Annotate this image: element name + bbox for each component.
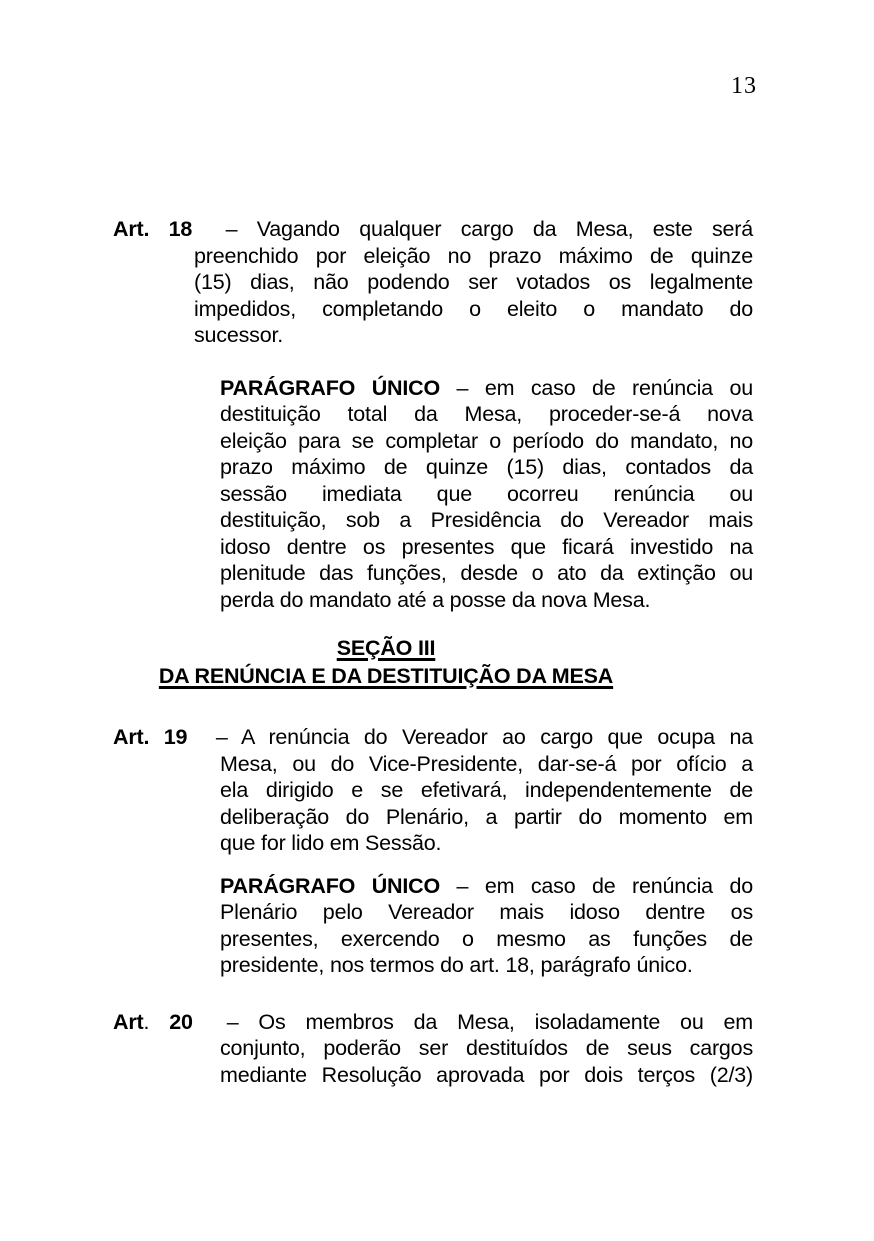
article-18-first-line bbox=[113, 216, 753, 243]
paragrafo-unico-first-line bbox=[220, 873, 753, 900]
paragrafo-unico-line-3: presidente, nos termos do art. 18, parágrafo único. bbox=[220, 953, 693, 977]
paragrafo-unico-label: PARÁGRAFO ÚNICO bbox=[220, 375, 440, 400]
article-19 bbox=[113, 724, 753, 857]
article-18-paragrafo-unico bbox=[220, 375, 753, 614]
article-19-first-line bbox=[113, 724, 753, 751]
article-20-label-number: 20 bbox=[169, 1009, 193, 1034]
article-18-line-4: sucessor. bbox=[194, 323, 284, 347]
paragrafo-unico-line-0: – em caso de renúncia do bbox=[456, 873, 753, 898]
paragrafo-unico-line-1: destituição total da Mesa, proceder-se-á nova bbox=[220, 402, 753, 426]
article-20-first-line bbox=[113, 1009, 753, 1036]
article-20-line-2: mediante Resolução aprovada por dois terços (2/3) bbox=[220, 1062, 753, 1087]
article-20-label: Art bbox=[113, 1009, 144, 1034]
article-18-label: Art. 18 bbox=[113, 217, 193, 241]
paragrafo-unico-first-line bbox=[220, 375, 753, 402]
article-19-label: Art. 19 bbox=[113, 725, 188, 749]
article-20-line-0: – Os membros da Mesa, isoladamente ou em bbox=[226, 1009, 754, 1034]
paragrafo-unico-line-0: – em caso de renúncia ou bbox=[456, 375, 753, 400]
paragrafo-unico-line-6: idoso dentre os presentes que ficará investido na bbox=[220, 534, 753, 559]
paragrafo-unico-line-3: prazo máximo de quinze (15) dias, contados da bbox=[220, 455, 753, 479]
article-18-line-0: – Vagando qualquer cargo da Mesa, este será bbox=[225, 217, 754, 241]
paragrafo-unico-line-8: perda do mandato até a posse da nova Mesa. bbox=[220, 587, 651, 612]
paragrafo-unico-line-1: Plenário pelo Vereador mais idoso dentre os bbox=[220, 900, 753, 924]
article-18-line-2: (15) dias, não podendo ser votados os legalmente bbox=[194, 270, 753, 294]
article-19-paragrafo-unico bbox=[220, 873, 753, 979]
article-18-line-3: impedidos, completando o eleito o mandato do bbox=[194, 296, 753, 321]
article-18 bbox=[113, 216, 753, 349]
article-19-line-3: deliberação do Plenário, a partir do momento em bbox=[220, 804, 753, 829]
paragrafo-unico-line-5: destituição, sob a Presidência do Vereador mais bbox=[220, 508, 753, 532]
paragrafo-unico-line-2: eleição para se completar o período do mandato, no bbox=[220, 428, 753, 453]
section-heading bbox=[113, 634, 659, 690]
paragrafo-unico-line-7: plenitude das funções, desde o ato da extinção ou bbox=[220, 561, 753, 585]
section-heading-title: DA RENÚNCIA E DA DESTITUIÇÃO DA MESA bbox=[158, 664, 614, 688]
article-20 bbox=[113, 1009, 753, 1089]
page-number: 13 bbox=[731, 73, 757, 99]
article-19-line-1: Mesa, ou do Vice-Presidente, dar-se-á por ofício a bbox=[220, 751, 753, 776]
document-body bbox=[113, 216, 753, 1088]
article-19-line-0: – A renúncia do Vereador ao cargo que ocupa na bbox=[215, 725, 753, 749]
paragrafo-unico-line-2: presentes, exercendo o mesmo as funções de bbox=[220, 926, 753, 951]
paragrafo-unico-line-4: sessão imediata que ocorreu renúncia ou bbox=[220, 481, 753, 506]
article-19-line-4: que for lido em Sessão. bbox=[220, 831, 442, 855]
paragrafo-unico-label: PARÁGRAFO ÚNICO bbox=[220, 873, 440, 898]
section-heading-number: SEÇÃO III bbox=[336, 636, 436, 660]
article-18-line-1: preenchido por eleição no prazo máximo de quinze bbox=[194, 243, 753, 268]
article-20-line-1: conjunto, poderão ser destituídos de seus cargos bbox=[220, 1036, 753, 1060]
article-19-line-2: ela dirigido e se efetivará, independentemente de bbox=[220, 778, 753, 802]
article-20-label-separator: . bbox=[143, 1009, 170, 1034]
